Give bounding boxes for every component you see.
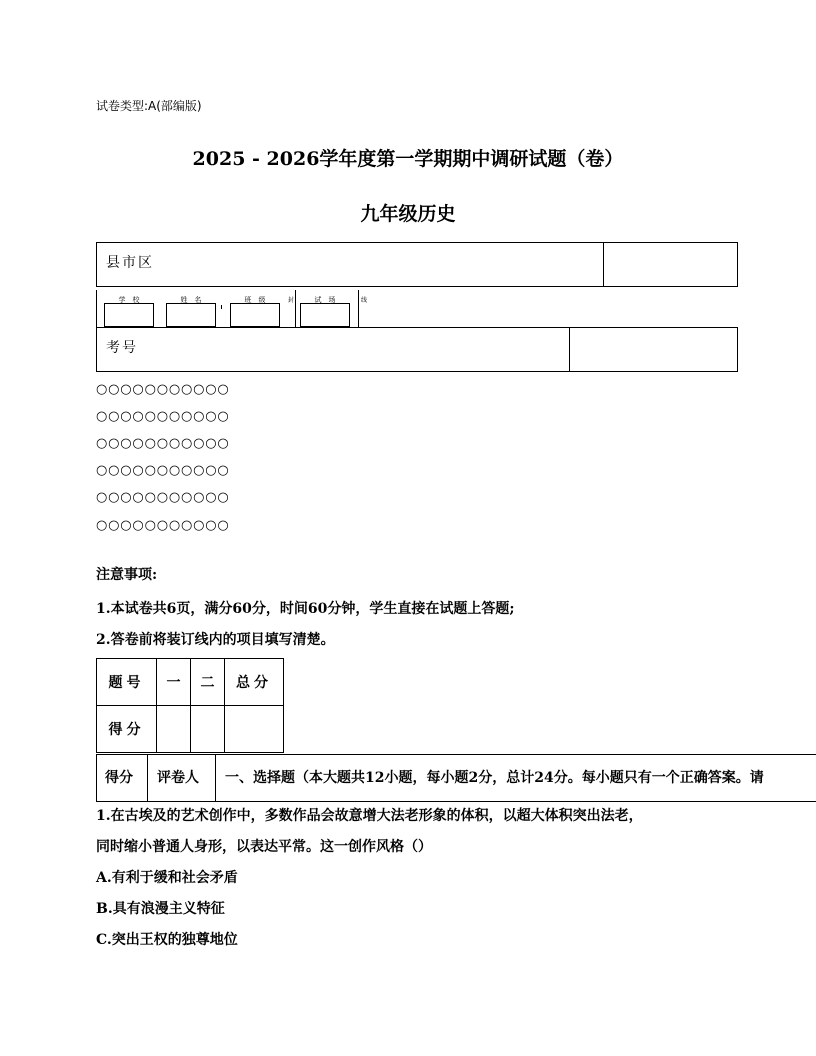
score-table-score-row: [97, 706, 284, 753]
bubble-row-6[interactable]: ○○○○○○○○○○○: [96, 518, 230, 533]
bubble-row-1[interactable]: ○○○○○○○○○○○: [96, 382, 230, 397]
bubble-row-2[interactable]: ○○○○○○○○○○○: [96, 409, 230, 424]
name-field[interactable]: [166, 296, 216, 327]
question-1-option-a[interactable]: A.有利于缓和社会矛盾: [96, 870, 238, 886]
score-table: [96, 658, 284, 753]
exam-number-divider: [569, 327, 570, 372]
paper-type-label: 试卷类型:A(部编版): [96, 99, 202, 113]
section-divider-2: [215, 755, 216, 802]
question-1-option-c[interactable]: C.突出王权的独尊地位: [96, 932, 238, 948]
bubble-row-4[interactable]: ○○○○○○○○○○○: [96, 463, 230, 478]
notice-item-1: 1.本试卷共6页，满分60分，时间60分钟，学生直接在试题上答题;: [96, 601, 515, 617]
total-header: 总分: [225, 659, 284, 706]
section-description: 一、选择题（本大题共12小题，每小题2分，总计24分。每小题只有一个正确答案。请: [225, 770, 764, 786]
section-one-header: 一: [157, 659, 191, 706]
question-1-line-1: 1.在古埃及的艺术创作中，多数作品会故意增大法老形象的体积，以超大体积突出法老，: [96, 808, 643, 824]
school-field-label: 学 校: [118, 296, 140, 304]
seal-mark-left: [221, 305, 222, 309]
section-grader-label: 评卷人: [157, 770, 199, 786]
section-two-score-cell[interactable]: [191, 706, 225, 753]
exam-room-field-label: 试 场: [314, 296, 336, 304]
total-score-cell[interactable]: [225, 706, 284, 753]
exam-subject: 九年级历史: [360, 203, 456, 225]
question-1-option-b[interactable]: B.具有浪漫主义特征: [96, 901, 225, 917]
name-field-label: 姓 名: [180, 296, 202, 304]
left-edge-line: [96, 290, 97, 327]
divider-line-right: [358, 290, 359, 327]
exam-room-field[interactable]: [300, 296, 350, 327]
question-number-header: 题号: [97, 659, 157, 706]
student-info-row: [96, 287, 366, 327]
section-header-row: [96, 754, 816, 802]
seal-mark-feng: 封: [288, 297, 295, 304]
bubble-row-5[interactable]: ○○○○○○○○○○○: [96, 490, 230, 505]
section-two-header: 二: [191, 659, 225, 706]
score-table-header-row: [97, 659, 284, 706]
section-score-label: 得分: [105, 770, 133, 786]
section-divider-1: [147, 755, 148, 802]
class-field[interactable]: [230, 296, 280, 327]
seal-mark-xian: 线: [361, 297, 368, 304]
class-field-label: 班 级: [244, 296, 266, 304]
school-field[interactable]: [104, 296, 154, 327]
section-one-score-cell[interactable]: [157, 706, 191, 753]
exam-number-label: 考号: [106, 340, 138, 356]
county-label: 县市区: [106, 255, 154, 271]
divider-line-mid: [295, 290, 296, 327]
bubble-row-3[interactable]: ○○○○○○○○○○○: [96, 436, 230, 451]
notice-heading: 注意事项:: [96, 567, 158, 583]
question-1-line-2: 同时缩小普通人身形，以表达平常。这一创作风格（）: [96, 839, 432, 855]
exam-number-box: [96, 327, 738, 372]
notice-item-2: 2.答卷前将装订线内的项目填写清楚。: [96, 632, 335, 648]
score-row-label: 得分: [97, 706, 157, 753]
county-box-divider: [603, 242, 604, 287]
exam-title: 2025 - 2026学年度第一学期期中调研试题（卷）: [192, 148, 624, 170]
county-box: [96, 242, 738, 287]
